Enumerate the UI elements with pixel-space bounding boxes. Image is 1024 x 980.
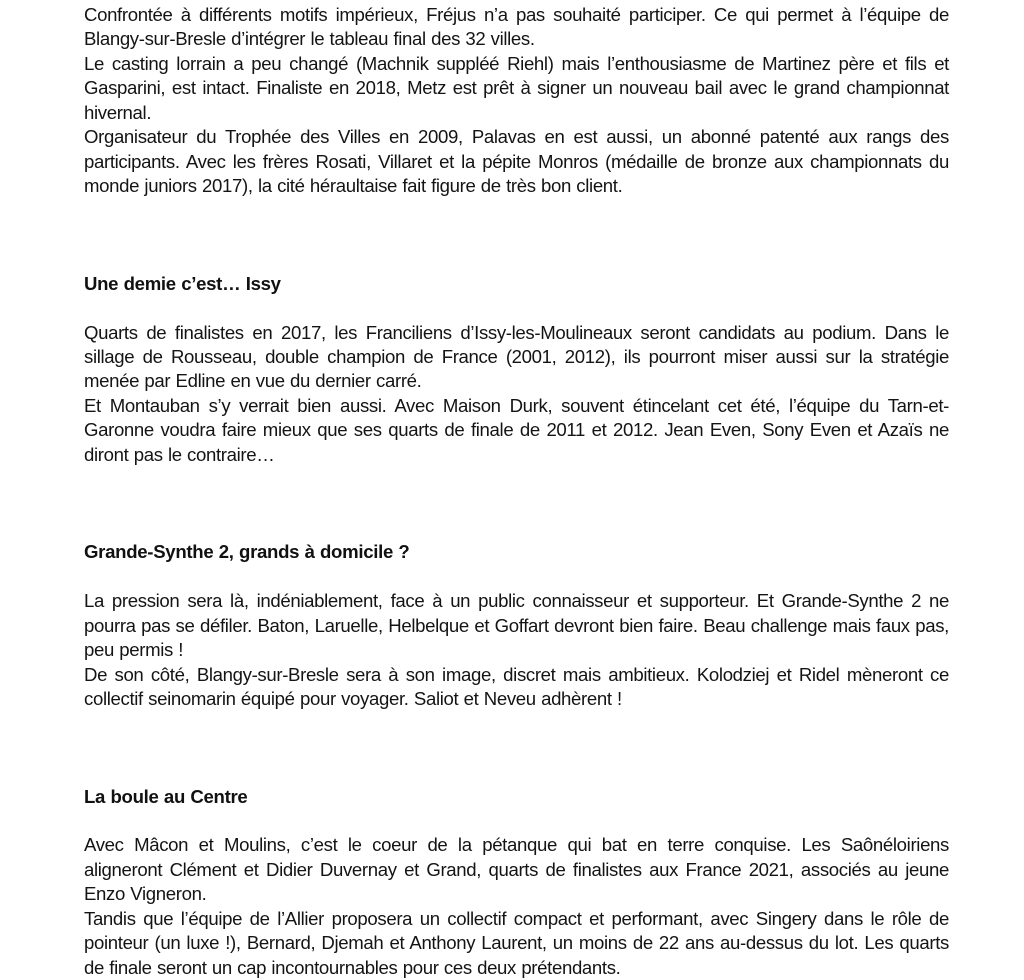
paragraph-montauban: Et Montauban s’y verrait bien aussi. Avec Maison Durk, souvent étincelant cet été, l’équipe du Tarn-et-Garonne voudra faire mieux que ses quarts de finale de 2011 et 2012. Jean Even, Sony Even et Azaïs ne diront pas le contraire… xyxy=(84,394,949,465)
section-heading: Une demie c’est… Issy xyxy=(84,272,281,294)
section-centre xyxy=(84,785,949,980)
section-heading: Grande-Synthe 2, grands à domicile ? xyxy=(84,541,410,563)
paragraph-issy: Quarts de finalistes en 2017, les Franciliens d’Issy-les-Moulineaux seront candidats au podium. Dans le sillage de Rousseau, double champion de France (2001, 2012), ils pourront miser aussi sur la stratégie menée par Edline en vue du dernier carré. xyxy=(84,321,949,392)
paragraph-grande-synthe: La pression sera là, indéniablement, face à un public connaisseur et supporteur. Et Grande-Synthe 2 ne pourra pas se défiler. Baton, Laruelle, Helbelque et Goffart devront bien faire. Beau challenge mais faux pas, peu permis ! xyxy=(84,590,949,661)
section-heading: La boule au Centre xyxy=(84,785,248,807)
paragraph-moulins: Tandis que l’équipe de l’Allier proposera un collectif compact et performant, avec Singery dans le rôle de pointeur (un luxe !), Bernard, Djemah et Anthony Laurent, un moins de 22 ans au-dessus du lot. Les quarts de finale seront un cap incontournables pour ces deux prétendants. xyxy=(84,907,949,978)
paragraph-frejus: Confrontée à différents motifs impérieux, Fréjus n’a pas souhaité participer. Ce qui permet à l’équipe de Blangy-sur-Bresle d’intégrer le tableau final des 32 villes. xyxy=(84,4,949,50)
paragraph-metz: Le casting lorrain a peu changé (Machnik suppléé Riehl) mais l’enthousiasme de Martinez père et fils et Gasparini, est intact. Finaliste en 2018, Metz est prêt à signer un nouveau bail avec le grand championnat hivernal. xyxy=(84,52,949,123)
intro-section xyxy=(84,3,949,199)
document-body xyxy=(84,3,949,980)
paragraph-blangy: De son côté, Blangy-sur-Bresle sera à son image, discret mais ambitieux. Kolodziej et Ridel mèneront ce collectif seinomarin équipé pour voyager. Saliot et Neveu adhèrent ! xyxy=(84,663,949,710)
section-grande-synthe xyxy=(84,540,949,711)
section-issy xyxy=(84,272,949,468)
paragraph-macon: Avec Mâcon et Moulins, c’est le coeur de la pétanque qui bat en terre conquise. Les Saônéloiriens aligneront Clément et Didier Duvernay et Grand, quarts de finalistes aux France 2021, associés au jeune Enzo Vigneron. xyxy=(84,834,949,905)
paragraph-palavas: Organisateur du Trophée des Villes en 2009, Palavas en est aussi, un abonné patenté aux rangs des participants. Avec les frères Rosati, Villaret et la pépite Monros (médaille de bronze aux championnats du monde juniors 2017), la cité héraultaise fait figure de très bon client. xyxy=(84,126,949,197)
